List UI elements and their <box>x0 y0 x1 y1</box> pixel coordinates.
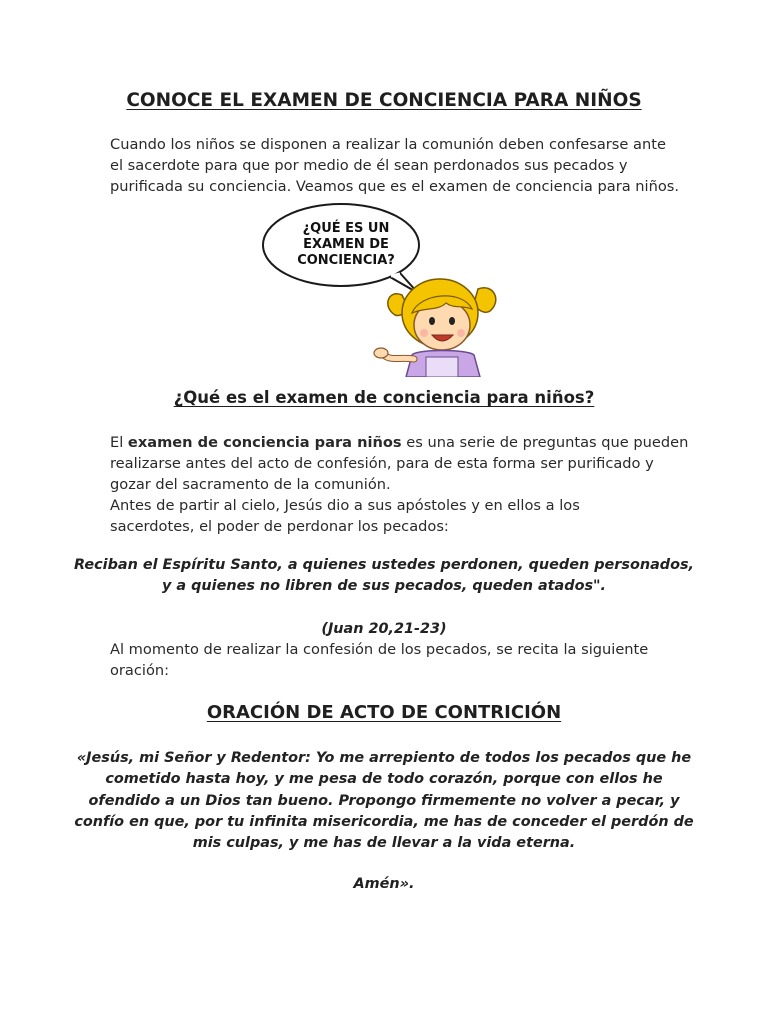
girl-with-speech-bubble-image <box>250 197 518 377</box>
definition-line <box>110 432 689 453</box>
section-heading-prayer: ORACIÓN DE ACTO DE CONTRICIÓN <box>206 702 562 723</box>
prayer-intro-line: Al momento de realizar la confesión de los pecados, se recita la siguiente <box>110 641 649 658</box>
intro-line: el sacerdote para que por medio de él sean perdonados sus pecados y <box>110 157 628 174</box>
scripture-quote <box>0 555 768 597</box>
prayer-line: ofendido a un Dios tan bueno. Propongo firmemente no volver a pecar, y <box>88 792 680 809</box>
definition-paragraph <box>110 432 689 537</box>
quote-line: y a quienes no libren de sus pecados, queden atados". <box>162 578 606 594</box>
definition-line: realizarse antes del acto de confesión, para de esta forma ser purificado y <box>110 455 654 472</box>
definition-line: sacerdotes, el poder de perdonar los pecados: <box>110 518 449 535</box>
prayer-line: confío en que, por tu infinita misericordia, me has de conceder el perdón de <box>74 813 694 830</box>
prayer-intro-paragraph <box>110 639 670 681</box>
text-run: El <box>110 434 128 451</box>
bubble-line: EXAMEN DE <box>303 237 389 252</box>
text-run: es una serie de preguntas que pueden <box>401 434 689 451</box>
prayer-line: cometido hasta hoy, y me pesa de todo corazón, porque con ellos he <box>105 771 663 788</box>
intro-line: Cuando los niños se disponen a realizar la comunión deben confesarse ante <box>110 136 666 153</box>
prayer-line: mis culpas, y me has de llevar a la vida eterna. <box>192 835 576 852</box>
intro-paragraph <box>110 134 679 197</box>
scripture-citation: (Juan 20,21-23) <box>321 621 447 637</box>
bubble-line: ¿QUÉ ES UN <box>302 221 390 236</box>
definition-line: gozar del sacramento de la comunión. <box>110 476 391 493</box>
girl-illustration <box>250 197 518 377</box>
section-heading-what-is: ¿Qué es el examen de conciencia para niños? <box>173 388 595 407</box>
definition-line: Antes de partir al cielo, Jesús dio a sus apóstoles y en ellos a los <box>110 497 580 514</box>
prayer-intro-line: oración: <box>110 662 170 679</box>
prayer-line: «Jesús, mi Señor y Redentor: Yo me arrepiento de todos los pecados que he <box>76 750 692 766</box>
page-title: CONOCE EL EXAMEN DE CONCIENCIA PARA NIÑOS <box>126 90 642 111</box>
intro-line: purificada su conciencia. Veamos que es el examen de conciencia para niños. <box>110 178 679 195</box>
contrition-prayer <box>0 748 768 854</box>
bubble-line: CONCIENCIA? <box>297 253 395 268</box>
prayer-amen: Amén». <box>353 876 415 892</box>
quote-line: Reciban el Espíritu Santo, a quienes ustedes perdonen, queden personados, <box>73 557 695 573</box>
bold-term: examen de conciencia para niños <box>127 434 402 451</box>
